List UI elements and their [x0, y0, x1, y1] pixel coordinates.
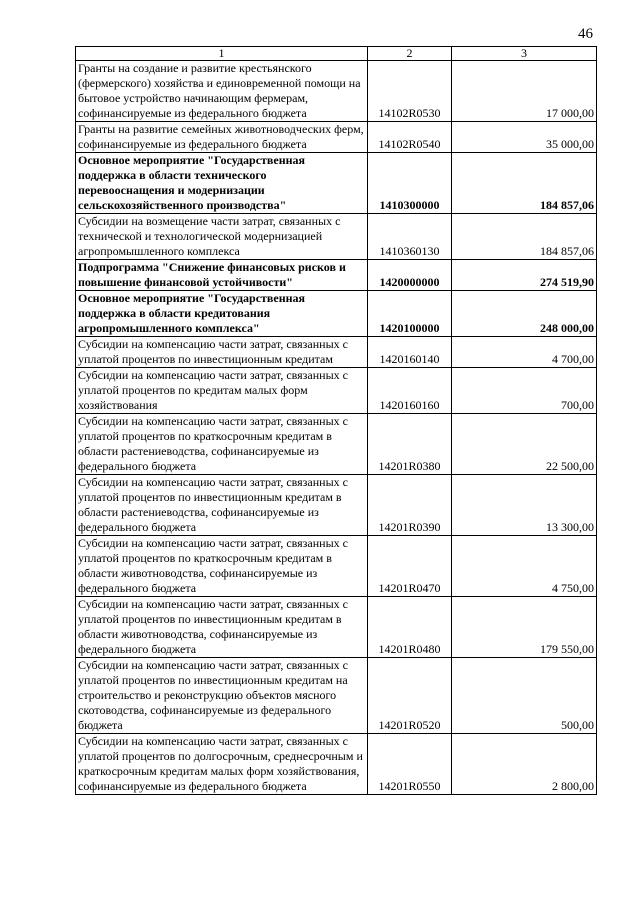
row-name-cell: Основное мероприятие "Государственная поддержка в области кредитования агропромышленного комплекса": [76, 291, 368, 337]
row-name-cell: Субсидии на компенсацию части затрат, связанных с уплатой процентов по краткосрочным кредитам в области животноводства, софинансируемые из федерального бюджета: [76, 536, 368, 597]
row-amount-cell: 4 750,00: [452, 536, 597, 597]
table-row: [76, 337, 597, 368]
table-row: [76, 122, 597, 153]
row-amount-cell: 274 519,90: [452, 260, 597, 291]
row-amount-cell: 17 000,00: [452, 61, 597, 122]
column-header-2: 2: [368, 47, 452, 61]
row-code-cell: 14201R0520: [368, 658, 452, 734]
page-number: 46: [578, 26, 593, 42]
row-amount-cell: 184 857,06: [452, 153, 597, 214]
row-name-cell: Субсидии на компенсацию части затрат, связанных с уплатой процентов по инвестиционным кредитам в области растениеводства, софинансируемые из федерального бюджета: [76, 475, 368, 536]
row-name-cell: Субсидии на компенсацию части затрат, связанных с уплатой процентов по долгосрочным, среднесрочным и краткосрочным кредитам малых форм хозяйствования, софинансируемые из федерального бюджета: [76, 734, 368, 795]
table-row: [76, 475, 597, 536]
row-code-cell: 14102R0530: [368, 61, 452, 122]
row-code-cell: 1410300000: [368, 153, 452, 214]
table-row: [76, 260, 597, 291]
row-name-cell: Субсидии на возмещение части затрат, связанных с технической и технологической модернизацией агропромышленного комплекса: [76, 214, 368, 260]
row-code-cell: 14201R0480: [368, 597, 452, 658]
table-row: [76, 734, 597, 795]
row-name-cell: Субсидии на компенсацию части затрат, связанных с уплатой процентов по инвестиционным кредитам в области животноводства, софинансируемые из федерального бюджета: [76, 597, 368, 658]
row-name-cell: Основное мероприятие "Государственная поддержка в области технического перевооснащения и модернизации сельскохозяйственного производства": [76, 153, 368, 214]
row-name-cell: Подпрограмма "Снижение финансовых рисков и повышение финансовой устойчивости": [76, 260, 368, 291]
row-code-cell: 1420160140: [368, 337, 452, 368]
row-name-cell: Субсидии на компенсацию части затрат, связанных с уплатой процентов по кредитам малых форм хозяйствования: [76, 368, 368, 414]
row-amount-cell: 700,00: [452, 368, 597, 414]
row-name-cell: Субсидии на компенсацию части затрат, связанных с уплатой процентов по инвестиционным кредитам на строительство и реконструкцию объектов мясного скотоводства, софинансируемые из федерального бюджета: [76, 658, 368, 734]
budget-table-body: [76, 47, 597, 795]
row-amount-cell: 35 000,00: [452, 122, 597, 153]
table-row: [76, 153, 597, 214]
column-header-1: 1: [76, 47, 368, 61]
row-name-cell: Гранты на развитие семейных животноводческих ферм, софинансируемые из федерального бюджета: [76, 122, 368, 153]
row-code-cell: 14102R0540: [368, 122, 452, 153]
table-row: [76, 597, 597, 658]
table-row: [76, 414, 597, 475]
row-name-cell: Субсидии на компенсацию части затрат, связанных с уплатой процентов по краткосрочным кредитам в области растениеводства, софинансируемые из федерального бюджета: [76, 414, 368, 475]
row-code-cell: 1420100000: [368, 291, 452, 337]
row-code-cell: 14201R0390: [368, 475, 452, 536]
row-amount-cell: 500,00: [452, 658, 597, 734]
row-name-cell: Субсидии на компенсацию части затрат, связанных с уплатой процентов по инвестиционным кредитам: [76, 337, 368, 368]
table-header-row: [76, 47, 597, 61]
row-amount-cell: 2 800,00: [452, 734, 597, 795]
budget-table: [75, 46, 597, 795]
row-code-cell: 1410360130: [368, 214, 452, 260]
row-amount-cell: 179 550,00: [452, 597, 597, 658]
table-row: [76, 214, 597, 260]
row-amount-cell: 22 500,00: [452, 414, 597, 475]
row-amount-cell: 13 300,00: [452, 475, 597, 536]
row-code-cell: 14201R0470: [368, 536, 452, 597]
table-row: [76, 61, 597, 122]
row-amount-cell: 248 000,00: [452, 291, 597, 337]
row-name-cell: Гранты на создание и развитие крестьянского (фермерского) хозяйства и единовременной помощи на бытовое устройство начинающим фермерам, софинансируемые из федерального бюджета: [76, 61, 368, 122]
row-code-cell: 14201R0550: [368, 734, 452, 795]
table-row: [76, 658, 597, 734]
table-row: [76, 291, 597, 337]
row-code-cell: 1420160160: [368, 368, 452, 414]
row-amount-cell: 184 857,06: [452, 214, 597, 260]
column-header-3: 3: [452, 47, 597, 61]
table-row: [76, 368, 597, 414]
row-amount-cell: 4 700,00: [452, 337, 597, 368]
row-code-cell: 1420000000: [368, 260, 452, 291]
table-row: [76, 536, 597, 597]
row-code-cell: 14201R0380: [368, 414, 452, 475]
